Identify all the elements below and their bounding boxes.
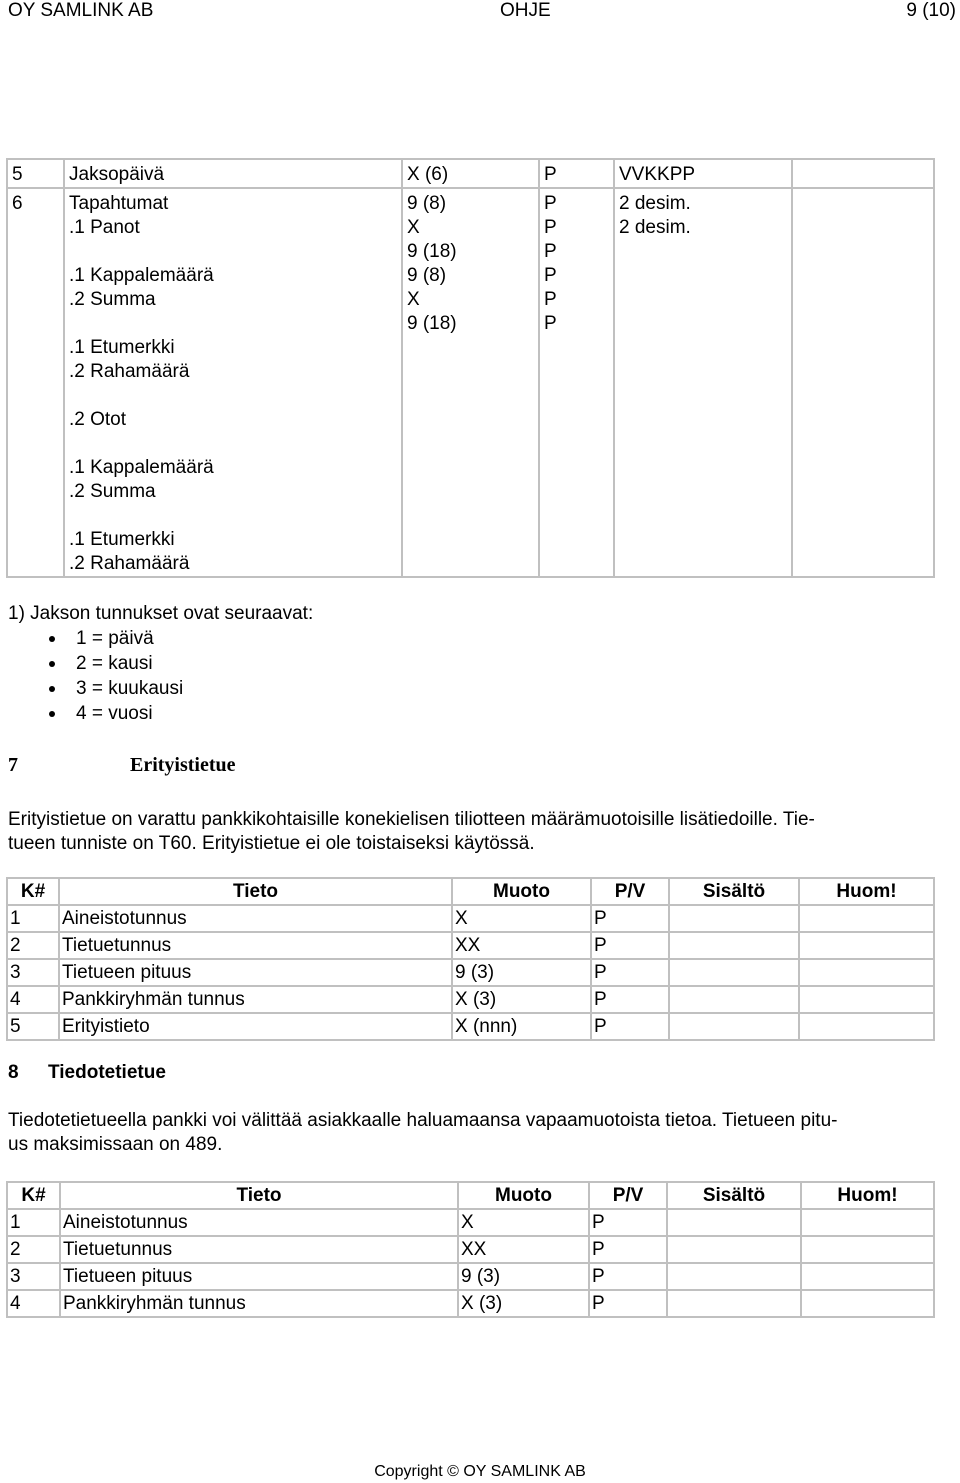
table-cell: P: [589, 1290, 667, 1317]
period-notes: [8, 601, 313, 726]
section-title: Erityistietue: [130, 754, 236, 776]
list-item: [8, 626, 313, 651]
table-header-row: [7, 1182, 934, 1209]
table-row: [7, 1013, 934, 1040]
table-cell: [667, 1263, 801, 1290]
table-row: [7, 188, 934, 577]
table-cell: X (3): [458, 1290, 589, 1317]
field-note: [792, 188, 934, 577]
table-cell: [799, 986, 934, 1013]
table-cell: 4: [7, 986, 59, 1013]
field-pv: P: [539, 159, 614, 188]
table-cell: 3: [7, 1263, 60, 1290]
table-row: [7, 959, 934, 986]
field-pv-list: [539, 188, 614, 577]
table-cell: X: [458, 1209, 589, 1236]
table-cell: [669, 905, 799, 932]
field-format: 9 (8): [407, 193, 447, 214]
list-item: [8, 701, 313, 726]
footer-copyright: Copyright © OY SAMLINK AB: [374, 1463, 586, 1480]
field-note: [792, 159, 934, 188]
table-cell: [801, 1263, 934, 1290]
column-header: Sisältö: [669, 878, 799, 905]
table-cell: [799, 905, 934, 932]
section-8-paragraph: [8, 1109, 908, 1157]
table-cell: XX: [458, 1236, 589, 1263]
table-cell: P: [591, 905, 669, 932]
field-content: 2 desim.: [619, 217, 691, 238]
field-name: [69, 384, 397, 408]
field-pv: P: [544, 193, 557, 214]
table-row: [7, 1263, 934, 1290]
table-row: [7, 1290, 934, 1317]
list-item: [8, 651, 313, 676]
table-cell: XX: [452, 932, 591, 959]
table-cell: 1: [7, 1209, 60, 1236]
column-header: K#: [7, 1182, 60, 1209]
table-cell: [799, 959, 934, 986]
field-format: 9 (8): [407, 265, 447, 286]
field-name: [69, 240, 397, 264]
field-format: 9 (18): [407, 241, 457, 262]
field-format: X: [407, 217, 420, 238]
table-cell: [801, 1290, 934, 1317]
table-row: [7, 159, 934, 188]
table-cell: P: [589, 1263, 667, 1290]
table-cell: P: [591, 1013, 669, 1040]
table-row: [7, 1209, 934, 1236]
table-cell: [667, 1290, 801, 1317]
section-7-paragraph: [8, 808, 908, 856]
table-cell: P: [589, 1209, 667, 1236]
field-name-list: [64, 188, 402, 577]
field-number: 6: [7, 188, 64, 577]
column-header: Sisältö: [667, 1182, 801, 1209]
table-row: [7, 1236, 934, 1263]
table-cell: Tietueen pituus: [59, 959, 452, 986]
table-cell: Pankkiryhmän tunnus: [59, 986, 452, 1013]
field-format-list: [402, 188, 539, 577]
table-cell: [669, 932, 799, 959]
table-cell: X: [452, 905, 591, 932]
field-name: .1 Kappalemäärä: [69, 265, 214, 286]
column-header: Huom!: [801, 1182, 934, 1209]
table-cell: [669, 959, 799, 986]
table-cell: [667, 1236, 801, 1263]
table-row: [7, 905, 934, 932]
section-title: Tiedotetietue: [48, 1062, 166, 1083]
table-cell: P: [591, 932, 669, 959]
table-cell: P: [591, 986, 669, 1013]
field-name: .2 Otot: [69, 409, 127, 430]
section-8-fields-table: [6, 1181, 935, 1318]
table-cell: X (3): [452, 986, 591, 1013]
table-cell: Tietuetunnus: [60, 1236, 458, 1263]
table-cell: P: [589, 1236, 667, 1263]
table-cell: 4: [7, 1290, 60, 1317]
bullet-icon: [49, 711, 55, 717]
table-cell: Pankkiryhmän tunnus: [60, 1290, 458, 1317]
table-cell: 1: [7, 905, 59, 932]
section-heading-8: [8, 1062, 166, 1084]
table-cell: [669, 986, 799, 1013]
table-row: [7, 932, 934, 959]
table-row: [7, 986, 934, 1013]
column-header: Huom!: [799, 878, 934, 905]
column-header: Muoto: [458, 1182, 589, 1209]
paragraph-line: us maksimissaan on 489.: [8, 1134, 223, 1155]
table-cell: [799, 932, 934, 959]
field-content: VVKKPP: [614, 159, 792, 188]
table-cell: Aineistotunnus: [59, 905, 452, 932]
field-number: 5: [7, 159, 64, 188]
field-name: [69, 504, 397, 528]
table-cell: 2: [7, 932, 59, 959]
bullet-icon: [49, 686, 55, 692]
section-number: 8: [8, 1062, 19, 1083]
paragraph-line: tueen tunniste on T60. Erityistietue ei ole toistaiseksi käytössä.: [8, 833, 535, 854]
table-header-row: [7, 878, 934, 905]
table-cell: [799, 1013, 934, 1040]
table-cell: 9 (3): [458, 1263, 589, 1290]
field-format: X (6): [402, 159, 539, 188]
field-name: .2 Rahamäärä: [69, 361, 190, 382]
column-header: Tieto: [60, 1182, 458, 1209]
table-cell: 5: [7, 1013, 59, 1040]
list-item-label: 3 = kuukausi: [76, 678, 184, 699]
field-name: Jaksopäivä: [64, 159, 402, 188]
table-cell: [667, 1209, 801, 1236]
list-item-label: 2 = kausi: [76, 653, 153, 674]
table-cell: P: [591, 959, 669, 986]
table-cell: 9 (3): [452, 959, 591, 986]
notes-intro: 1) Jakson tunnukset ovat seuraavat:: [8, 603, 314, 624]
field-name: .2 Rahamäärä: [69, 553, 190, 574]
field-name: .1 Etumerkki: [69, 337, 175, 358]
field-pv: P: [544, 289, 557, 310]
field-name: [69, 312, 397, 336]
column-header: K#: [7, 878, 59, 905]
header-doc-type: OHJE: [500, 0, 551, 21]
field-name: .1 Panot: [69, 217, 140, 238]
field-name: .2 Summa: [69, 289, 156, 310]
header-page-number: 9 (10): [906, 0, 956, 21]
paragraph-line: Tiedotetietueella pankki voi välittää asiakkaalle haluamaansa vapaamuotoista tietoa. Tietueen pitu-: [8, 1110, 838, 1131]
table-cell: Aineistotunnus: [60, 1209, 458, 1236]
header-company: OY SAMLINK AB: [8, 0, 154, 21]
field-pv: P: [544, 313, 557, 334]
table-cell: Tietuetunnus: [59, 932, 452, 959]
field-name: .1 Kappalemäärä: [69, 457, 214, 478]
table-cell: 2: [7, 1236, 60, 1263]
column-header: P/V: [589, 1182, 667, 1209]
list-item-label: 1 = päivä: [76, 628, 154, 649]
field-name: .1 Etumerkki: [69, 529, 175, 550]
table-cell: Tietueen pituus: [60, 1263, 458, 1290]
bullet-icon: [49, 661, 55, 667]
section-number: 7: [8, 754, 18, 776]
table-cell: [801, 1209, 934, 1236]
field-pv: P: [544, 241, 557, 262]
column-header: Muoto: [452, 878, 591, 905]
section-7-fields-table: [6, 877, 935, 1041]
notes-list: [8, 626, 313, 726]
paragraph-line: Erityistietue on varattu pankkikohtaisille konekielisen tiliotteen määrämuotoisille lisätiedoille. Tie-: [8, 809, 815, 830]
field-content: 2 desim.: [619, 193, 691, 214]
field-name: Tapahtumat: [69, 193, 169, 214]
table-cell: Erityistieto: [59, 1013, 452, 1040]
field-name: [69, 432, 397, 456]
column-header: Tieto: [59, 878, 452, 905]
field-pv: P: [544, 265, 557, 286]
table-cell: [669, 1013, 799, 1040]
table-cell: X (nnn): [452, 1013, 591, 1040]
list-item: [8, 676, 313, 701]
column-header: P/V: [591, 878, 669, 905]
field-content-list: [614, 188, 792, 577]
table-cell: [801, 1236, 934, 1263]
record-fields-table: [6, 158, 935, 578]
field-name: .2 Summa: [69, 481, 156, 502]
field-format: X: [407, 289, 420, 310]
list-item-label: 4 = vuosi: [76, 703, 153, 724]
field-format: 9 (18): [407, 313, 457, 334]
field-pv: P: [544, 217, 557, 238]
section-heading-7: [8, 754, 236, 777]
bullet-icon: [49, 636, 55, 642]
table-cell: 3: [7, 959, 59, 986]
